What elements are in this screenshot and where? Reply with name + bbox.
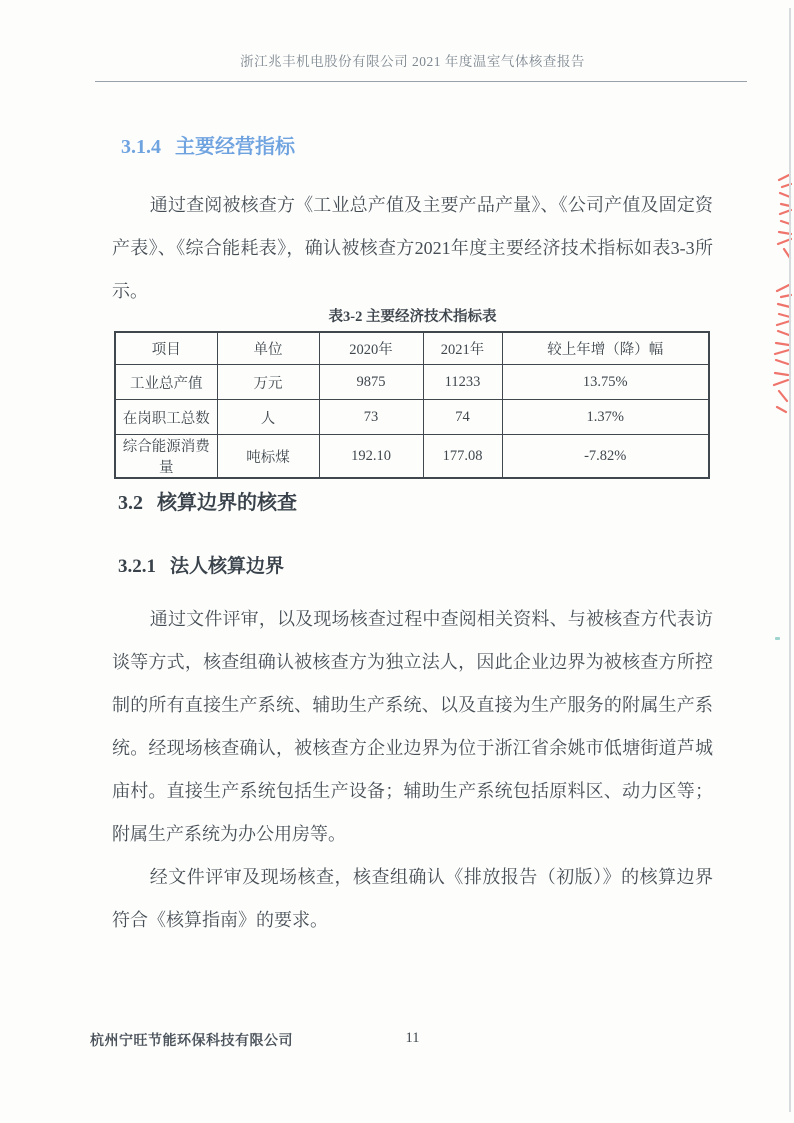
table-cell: -7.82% — [502, 435, 709, 479]
paragraph: 通过文件评审，以及现场核查过程中查阅相关资料、与被核查方代表访谈等方式，核查组确认被核查方为独立法人，因此企业边界为被核查方所控制的所有直接生产系统、辅助生产系统、以及直接为生产服务的附属生产系统。经现场核查确认，被核查方企业边界为位于浙江省余姚市低塘街道芦城庙村。直接生产系统包括生产设备；辅助生产系统包括原料区、动力区等；附属生产系统为办公用房等。 — [112, 609, 713, 844]
table-header-cell: 2021年 — [423, 332, 502, 365]
section-heading-3-2 — [118, 486, 297, 515]
section-title: 法人核算边界 — [170, 556, 285, 577]
section-heading-3-1-4 — [121, 130, 295, 159]
footer-company-name: 杭州宁旺节能环保科技有限公司 — [90, 1032, 293, 1048]
scan-edge-line — [789, 8, 791, 1112]
section-title: 核算边界的核查 — [157, 492, 297, 514]
table-row — [115, 365, 709, 400]
paragraph-block-1 — [112, 184, 713, 313]
page-number: 11 — [405, 1030, 420, 1046]
table-cell: 192.10 — [319, 435, 423, 479]
table-cell: 万元 — [217, 365, 319, 400]
table-header-cell: 较上年增（降）幅 — [502, 332, 709, 365]
section-number: 3.2.1 — [118, 556, 156, 577]
table-row — [115, 400, 709, 435]
section-heading-3-2-1 — [118, 551, 284, 578]
section-number: 3.1.4 — [121, 136, 161, 158]
table-cell: 11233 — [423, 365, 502, 400]
table-cell: 177.08 — [423, 435, 502, 479]
paragraph-block-2 — [112, 598, 713, 942]
table-cell: 人 — [217, 400, 319, 435]
table-header-cell: 2020年 — [319, 332, 423, 365]
table-header-cell: 项目 — [115, 332, 217, 365]
table-header-row — [115, 332, 709, 365]
table-cell: 13.75% — [502, 365, 709, 400]
table-header-cell: 单位 — [217, 332, 319, 365]
table-cell: 1.37% — [502, 400, 709, 435]
table-cell: 73 — [319, 400, 423, 435]
table-cell: 74 — [423, 400, 502, 435]
table-cell: 吨标煤 — [217, 435, 319, 479]
scan-speck — [775, 637, 780, 640]
table-cell: 综合能源消费量 — [115, 435, 217, 479]
paragraph: 经文件评审及现场核查，核查组确认《排放报告（初版）》的核算边界符合《核算指南》的要求。 — [112, 867, 713, 930]
table-row — [115, 435, 709, 479]
table-caption: 表3-2 主要经济技术指标表 — [328, 309, 497, 325]
paragraph: 通过查阅被核查方《工业总产值及主要产品产量》、《公司产值及固定资产表》、《综合能耗表》，确认被核查方2021年度主要经济技术指标如表3-3所示。 — [112, 195, 713, 301]
section-number: 3.2 — [118, 492, 143, 514]
section-title: 主要经营指标 — [175, 136, 295, 158]
page-header-title: 浙江兆丰机电股份有限公司 2021 年度温室气体核查报告 — [240, 54, 585, 69]
table-cell: 9875 — [319, 365, 423, 400]
table-cell: 工业总产值 — [115, 365, 217, 400]
economic-indicators-table — [114, 331, 710, 479]
table-cell: 在岗职工总数 — [115, 400, 217, 435]
header-divider — [95, 81, 747, 82]
